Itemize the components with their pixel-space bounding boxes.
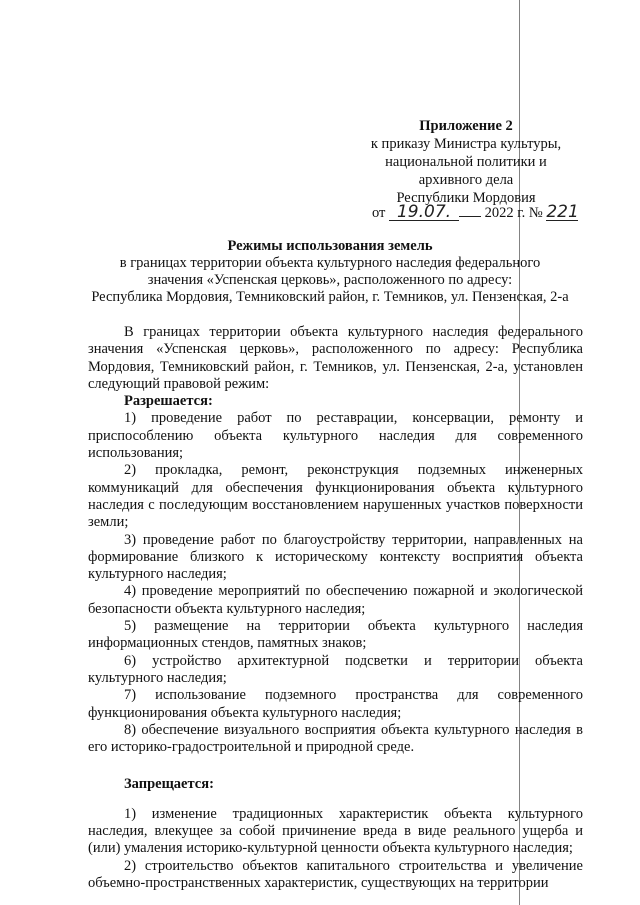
forbidden-item: 1) изменение традиционных характеристик объекта культурного наследия, влекущее за собой причинение вреда в виде реального ущерба и (или) умаления историко-культурной ценности объекта культурного наследия; <box>88 805 583 857</box>
order-date-handwritten: 19.07. <box>389 204 459 221</box>
allowed-item: 7) использование подземного пространства для современного функционирования объекта культурного наследия; <box>88 687 583 721</box>
allowed-item: 4) проведение мероприятий по обеспечению пожарной и экологической безопасности объекта культурного наследия; <box>88 583 583 617</box>
appendix-header <box>350 117 582 207</box>
forbidden-item: 2) строительство объектов капитального строительства и увеличение объемно-пространственных характеристик, существующих на территории <box>88 857 583 891</box>
appendix-number: Приложение 2 <box>419 118 513 134</box>
document-body <box>88 324 583 892</box>
title-sub-line: в границах территории объекта культурного наследия федерального <box>119 255 541 271</box>
intro-paragraph: В границах территории объекта культурного наследия федерального значения «Успенская церковь», расположенного по адресу: Республика Мордовия, Темниковский район, г. Темников, ул. Пензенская, 2-а, установлен следующий правовой режим: <box>88 324 583 392</box>
allowed-item: 6) устройство архитектурной подсветки и территории объекта культурного наследия; <box>88 652 583 686</box>
allowed-heading: Разрешается: <box>124 393 213 410</box>
order-number-handwritten: 221 <box>546 202 579 222</box>
allowed-item: 8) обеспечение визуального восприятия объекта культурного наследия в его историко-градостроительной и природной среде. <box>88 721 583 756</box>
order-date-number <box>372 203 587 223</box>
allowed-item: 3) проведение работ по благоустройству территории, направленных на формирование близкого к историческому контексту восприятия объекта культурного наследия; <box>88 531 583 583</box>
title-sub-line: Республика Мордовия, Темниковский район, г. Темников, ул. Пензенская, 2-а <box>91 289 569 305</box>
appendix-line: архивного дела <box>418 172 514 188</box>
allowed-item: 1) проведение работ по реставрации, консервации, ремонту и приспособлению объекта культурного наследия для современного использования; <box>88 410 583 462</box>
appendix-line: Республики Мордовия <box>396 190 536 206</box>
order-year-label: 2022 г. № <box>484 205 543 221</box>
forbidden-heading: Запрещается: <box>124 776 214 793</box>
allowed-item: 2) прокладка, ремонт, реконструкция подземных инженерных коммуникаций для обеспечения функционирования объекта культурного наследия с последующим восстановлением нарушенных участков поверхности земли; <box>88 462 583 531</box>
order-from-label: от <box>372 205 386 221</box>
appendix-line: к приказу Министра культуры, <box>370 136 562 152</box>
document-title <box>60 238 600 306</box>
title-sub-line: значения «Успенская церковь», расположенного по адресу: <box>147 272 513 288</box>
appendix-line: национальной политики и <box>385 154 547 170</box>
allowed-item: 5) размещение на территории объекта культурного наследия информационных стендов, памятных знаков; <box>88 618 583 652</box>
title-main: Режимы использования земель <box>227 238 433 254</box>
